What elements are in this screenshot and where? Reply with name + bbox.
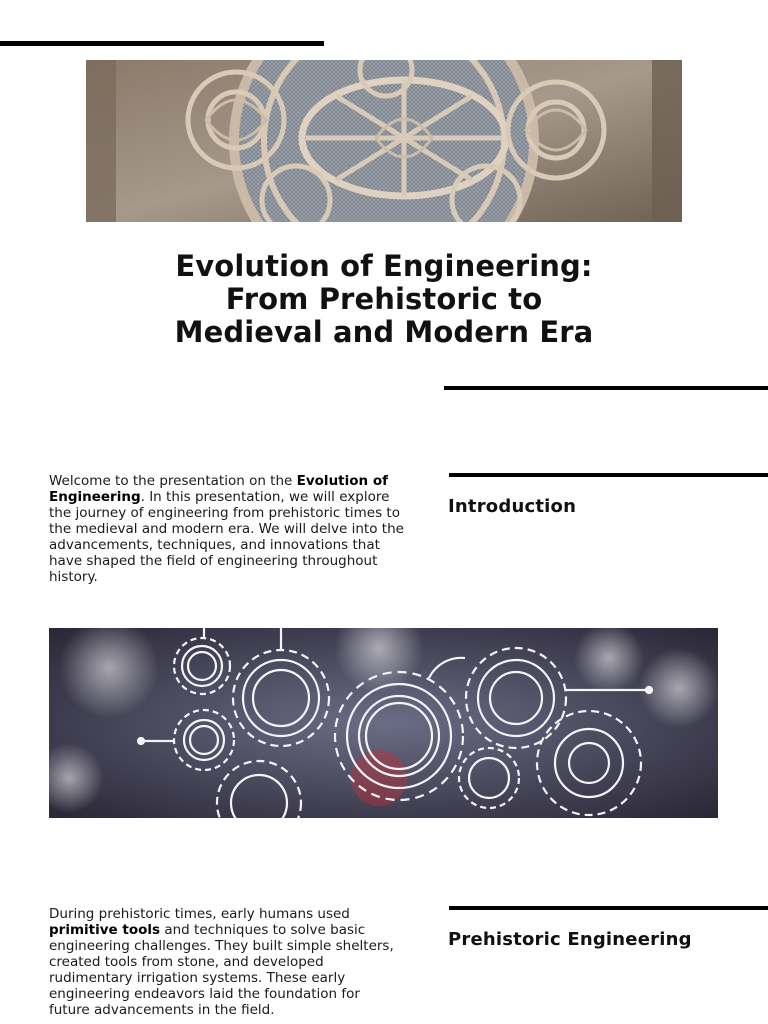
prehistoric-text-after: and techniques to solve basic engineering challenges. They built simple shelters, created tools from stone, and developed rudimentary irrigation systems. These early engineering endeavors laid the foundation for future advancements in the field.: [49, 922, 394, 1018]
title-line-1: Evolution of Engineering:: [175, 249, 593, 283]
prehistoric-paragraph: [49, 906, 404, 1018]
rose-window-image: [86, 60, 682, 222]
title-line-2: From Prehistoric to: [225, 282, 543, 316]
title-line-3: Medieval and Modern Era: [174, 315, 594, 349]
intro-text-before: Welcome to the presentation on the: [49, 473, 297, 489]
intro-divider: [449, 473, 768, 477]
intro-paragraph: [49, 473, 414, 585]
intro-text-after: . In this presentation, we will explore the journey of engineering from prehistoric times to the medieval and modern era. We will delve into the advancements, techniques, and innovations that have shaped the field of engineering throughout history.: [49, 489, 404, 585]
title-divider: [444, 386, 768, 390]
prehistoric-heading: Prehistoric Engineering: [448, 929, 692, 950]
page-title: [130, 250, 638, 349]
prehistoric-text-before: During prehistoric times, early humans used: [49, 906, 350, 922]
intro-heading: Introduction: [448, 496, 577, 517]
intro-text-bold: Evolution of Engineering: [49, 473, 388, 505]
prehistoric-text-bold: primitive tools: [49, 922, 161, 938]
gears-image: [49, 628, 718, 818]
prehistoric-divider: [449, 906, 768, 910]
top-rule: [0, 41, 324, 46]
